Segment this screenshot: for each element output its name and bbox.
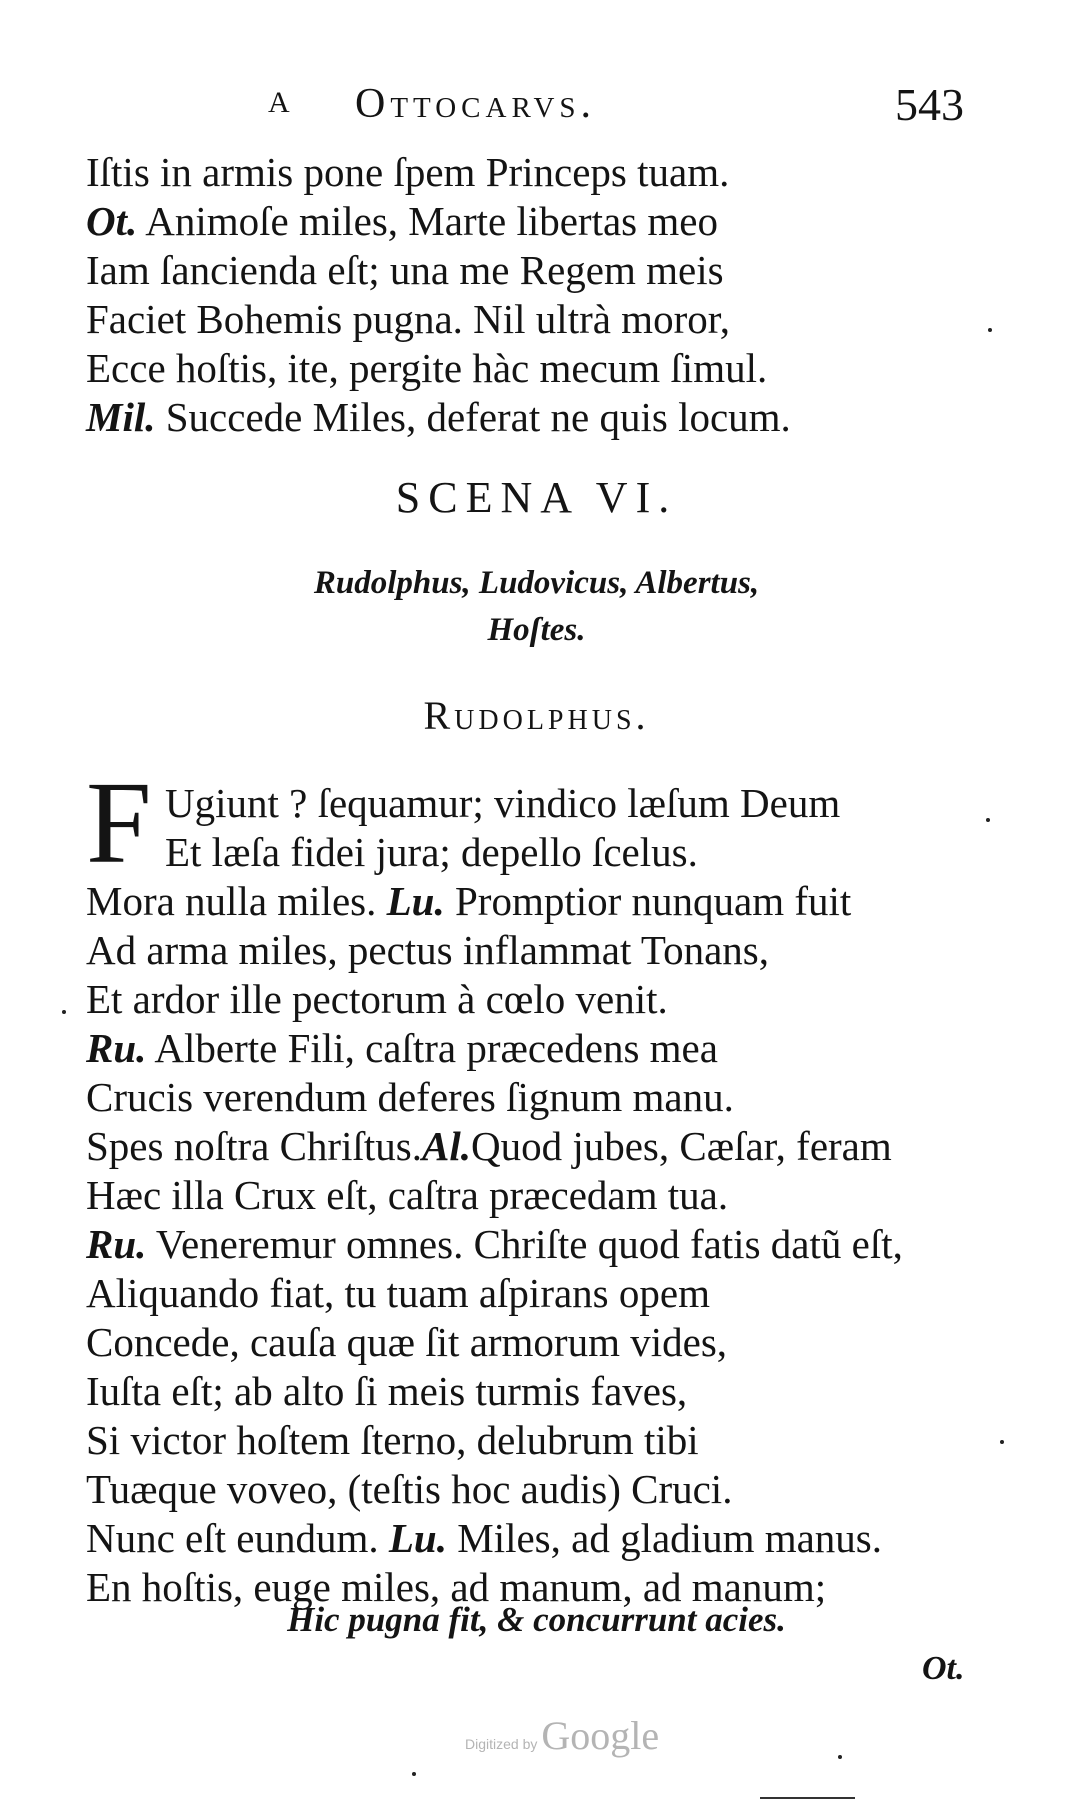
scan-speck <box>838 1755 842 1759</box>
verse-text: Mora nulla miles. <box>86 878 377 924</box>
verse-line <box>86 1024 718 1073</box>
scan-speck <box>62 1010 66 1014</box>
verse-line <box>86 1367 687 1416</box>
verse-line <box>86 1465 732 1514</box>
verse-line <box>86 926 769 975</box>
verse-line <box>86 1514 882 1563</box>
signature-mark: A <box>268 86 290 119</box>
verse-line <box>86 1318 727 1367</box>
verse-text: En hoſtis, euge miles, ad manum, ad manum; <box>86 1564 827 1610</box>
verse-text: Spes noſtra Chriſtus. <box>86 1123 422 1169</box>
speaker-abbrev: Lu. <box>386 878 445 924</box>
watermark-brand: Google <box>541 1713 660 1758</box>
page-number: 543 <box>895 79 964 130</box>
verse-text: Et læſa fidei jura; depello ſcelus. <box>165 829 698 875</box>
verse-text: Veneremur omnes. Chriſte quod fatis datũ eſt, <box>155 1221 903 1267</box>
running-header <box>0 78 1073 138</box>
speaker-abbrev: Ru. <box>86 1221 147 1267</box>
verse-text: Quod jubes, Cæſar, feram <box>470 1123 892 1169</box>
verse-text: Iſtis in armis pone ſpem Princeps tuam. <box>86 149 730 195</box>
speaker-abbrev: Lu. <box>388 1515 447 1561</box>
digitization-watermark <box>465 1712 659 1759</box>
verse-text: Aliquando fiat, tu tuam aſpirans opem <box>86 1270 710 1316</box>
verse-text: Crucis verendum deferes ſignum manu. <box>86 1074 734 1120</box>
verse-text: Ugiunt ? ſequamur; vindico læſum Deum <box>165 780 841 826</box>
verse-text: Tuæque voveo, (teſtis hoc audis) Cruci. <box>86 1466 733 1512</box>
verse-text: Iam ſancienda eſt; una me Regem meis <box>86 247 724 293</box>
watermark-prefix: Digitized by <box>465 1736 538 1752</box>
scan-speck <box>412 1772 416 1776</box>
speaker-abbrev: Ot. <box>86 198 138 244</box>
speaker-abbrev: Al. <box>421 1123 471 1169</box>
verse-text: Et ardor ille pectorum à cœlo venit. <box>86 976 668 1022</box>
verse-text: Ecce hoſtis, ite, pergite hàc mecum ſimul. <box>86 345 768 391</box>
verse-line <box>86 877 851 926</box>
scan-edge-mark <box>760 1797 855 1799</box>
verse-line <box>86 295 730 344</box>
scene-heading: SCENA VI. <box>395 473 678 522</box>
verse-text: Nunc eſt eundum. <box>86 1515 379 1561</box>
scan-speck <box>988 328 992 332</box>
scan-speck <box>986 818 990 822</box>
verse-text: Hæc illa Crux eſt, caſtra præcedam tua. <box>86 1172 729 1218</box>
verse-line <box>86 1073 734 1122</box>
verse-text: Succede Miles, deferat ne quis locum. <box>165 394 791 440</box>
verse-line <box>86 1220 903 1269</box>
verse-text: Promptior nunquam fuit <box>454 878 852 924</box>
speaker-abbrev: Mil. <box>86 394 156 440</box>
cast-list-line: Hoſtes. <box>487 612 586 648</box>
verse-line <box>86 344 767 393</box>
speaker-abbrev: Ru. <box>86 1025 147 1071</box>
verse-text: Ad arma miles, pectus inflammat Tonans, <box>86 927 769 973</box>
scan-speck <box>1000 1440 1004 1444</box>
verse-line <box>86 975 668 1024</box>
verse-line <box>86 393 791 442</box>
verse-text: Iuſta eſt; ab alto ſi meis turmis faves, <box>86 1368 688 1414</box>
verse-line <box>165 779 840 828</box>
verse-line <box>86 1171 728 1220</box>
verse-text: Alberte Fili, caſtra præcedens mea <box>154 1025 718 1071</box>
verse-text: Miles, ad gladium manus. <box>457 1515 883 1561</box>
stage-direction: Hic pugna fit, & concurrunt acies. <box>287 1600 786 1639</box>
verse-text: Concede, cauſa quæ ſit armorum vides, <box>86 1319 728 1365</box>
verse-line <box>86 1416 699 1465</box>
drop-cap: F <box>86 757 152 888</box>
verse-line <box>86 1269 710 1318</box>
verse-line <box>86 246 724 295</box>
verse-text: Si victor hoſtem ſterno, delubrum tibi <box>86 1417 699 1463</box>
verse-text: Animoſe miles, Marte libertas meo <box>145 198 718 244</box>
verse-line <box>86 1122 892 1171</box>
speaker-heading: Rudolphus. <box>423 693 650 738</box>
verse-line <box>86 197 718 246</box>
verse-line <box>165 828 698 877</box>
cast-list-line: Rudolphus, Ludovicus, Albertus, <box>313 565 760 601</box>
verse-text: Faciet Bohemis pugna. Nil ultrà moror, <box>86 296 730 342</box>
verse-line <box>86 148 729 197</box>
catchword: Ot. <box>922 1650 965 1687</box>
running-title: Ottocarvs. <box>355 81 597 127</box>
